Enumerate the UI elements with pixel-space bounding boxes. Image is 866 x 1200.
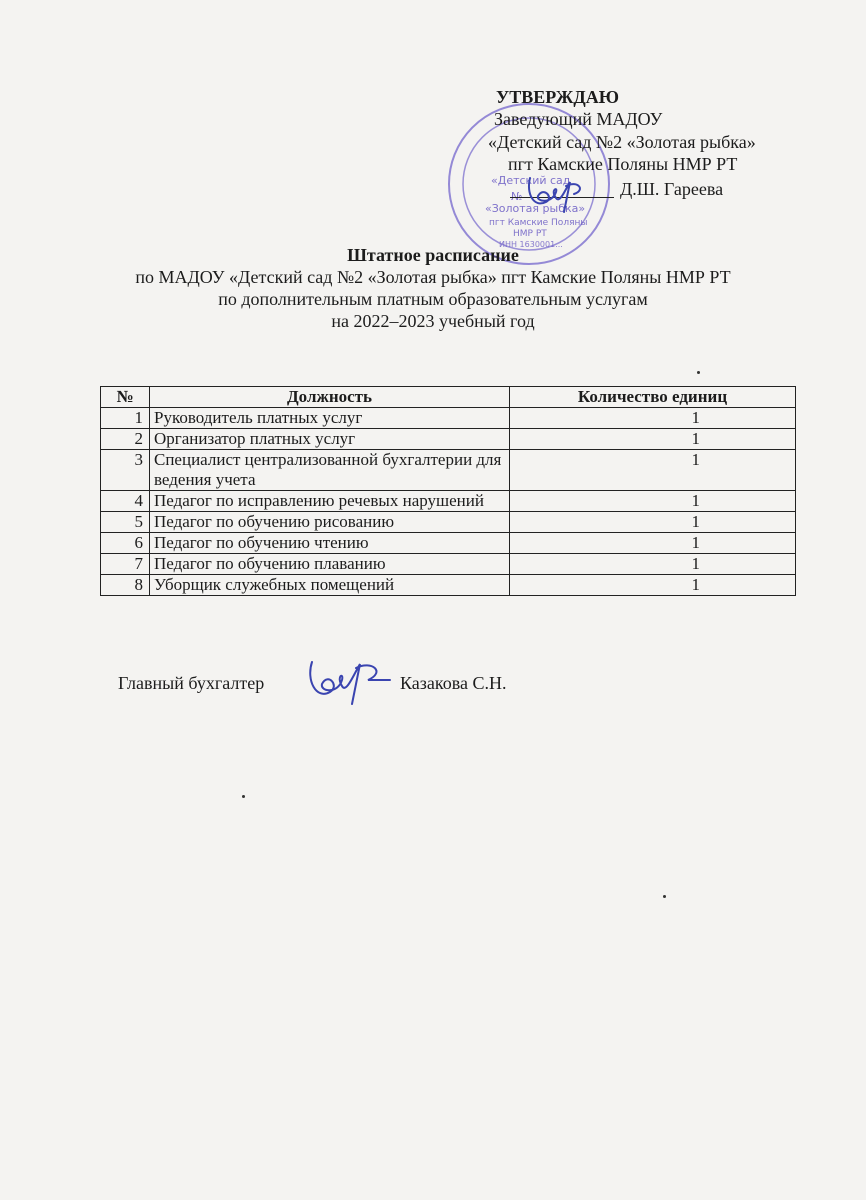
row-count: 1 xyxy=(510,408,796,429)
accountant-signature xyxy=(302,650,394,710)
staff-table xyxy=(100,386,796,596)
svg-text:«Золотая рыбка»: «Золотая рыбка» xyxy=(485,202,586,215)
approval-org: «Детский сад №2 «Золотая рыбка» xyxy=(488,132,756,152)
row-count: 1 xyxy=(510,429,796,450)
document-heading xyxy=(0,244,866,332)
approval-signer: Д.Ш. Гареева xyxy=(620,179,724,199)
svg-text:№: № xyxy=(511,190,523,203)
row-position: Педагог по обучению рисованию xyxy=(150,512,510,533)
row-position: Специалист централизованной бухгалтерии для ведения учета xyxy=(150,450,510,491)
table-row xyxy=(101,554,796,575)
heading-line-2: по дополнительным платным образовательным услугам xyxy=(218,289,648,309)
row-count: 1 xyxy=(510,512,796,533)
row-position: Педагог по обучению чтению xyxy=(150,533,510,554)
row-count: 1 xyxy=(510,554,796,575)
svg-text:НМР РТ: НМР РТ xyxy=(513,229,547,239)
header-num: № xyxy=(101,387,150,408)
row-position: Педагог по обучению плаванию xyxy=(150,554,510,575)
row-num: 8 xyxy=(101,575,150,596)
table-row xyxy=(101,429,796,450)
svg-text:пгт Камские Поляны: пгт Камские Поляны xyxy=(489,218,588,228)
table-header-row xyxy=(101,387,796,408)
director-signature xyxy=(522,168,592,218)
table-row xyxy=(101,491,796,512)
footer-name: Казакова С.Н. xyxy=(400,673,507,693)
heading-line-1: по МАДОУ «Детский сад №2 «Золотая рыбка» пгт Камские Поляны НМР РТ xyxy=(135,267,731,287)
row-position: Руководитель платных услуг xyxy=(150,408,510,429)
scan-speck xyxy=(663,895,666,898)
row-count: 1 xyxy=(510,533,796,554)
row-num: 7 xyxy=(101,554,150,575)
row-num: 1 xyxy=(101,408,150,429)
row-position: Уборщик служебных помещений xyxy=(150,575,510,596)
table-row xyxy=(101,533,796,554)
approval-title: УТВЕРЖДАЮ xyxy=(496,87,620,107)
row-count: 1 xyxy=(510,450,796,491)
row-position: Педагог по исправлению речевых нарушений xyxy=(150,491,510,512)
table-row xyxy=(101,575,796,596)
approval-place: пгт Камские Поляны НМР РТ xyxy=(508,154,738,174)
row-num: 6 xyxy=(101,533,150,554)
document-title: Штатное расписание xyxy=(347,245,519,265)
table-row xyxy=(101,512,796,533)
table-row xyxy=(101,450,796,491)
footer-role: Главный бухгалтер xyxy=(118,673,265,693)
scan-speck xyxy=(697,371,700,374)
row-num: 2 xyxy=(101,429,150,450)
row-count: 1 xyxy=(510,491,796,512)
row-num: 4 xyxy=(101,491,150,512)
approval-position: Заведующий МАДОУ xyxy=(494,109,663,129)
row-count: 1 xyxy=(510,575,796,596)
row-num: 3 xyxy=(101,450,150,491)
heading-line-3: на 2022–2023 учебный год xyxy=(331,311,535,331)
row-num: 5 xyxy=(101,512,150,533)
table-row xyxy=(101,408,796,429)
row-position: Организатор платных услуг xyxy=(150,429,510,450)
header-position: Должность xyxy=(150,387,510,408)
svg-text:ИНН 1630001...: ИНН 1630001... xyxy=(499,240,563,249)
scan-speck xyxy=(242,795,245,798)
header-count: Количество единиц xyxy=(510,387,796,408)
svg-text:«Детский сад: «Детский сад xyxy=(491,174,571,187)
footer-signature xyxy=(118,673,507,694)
